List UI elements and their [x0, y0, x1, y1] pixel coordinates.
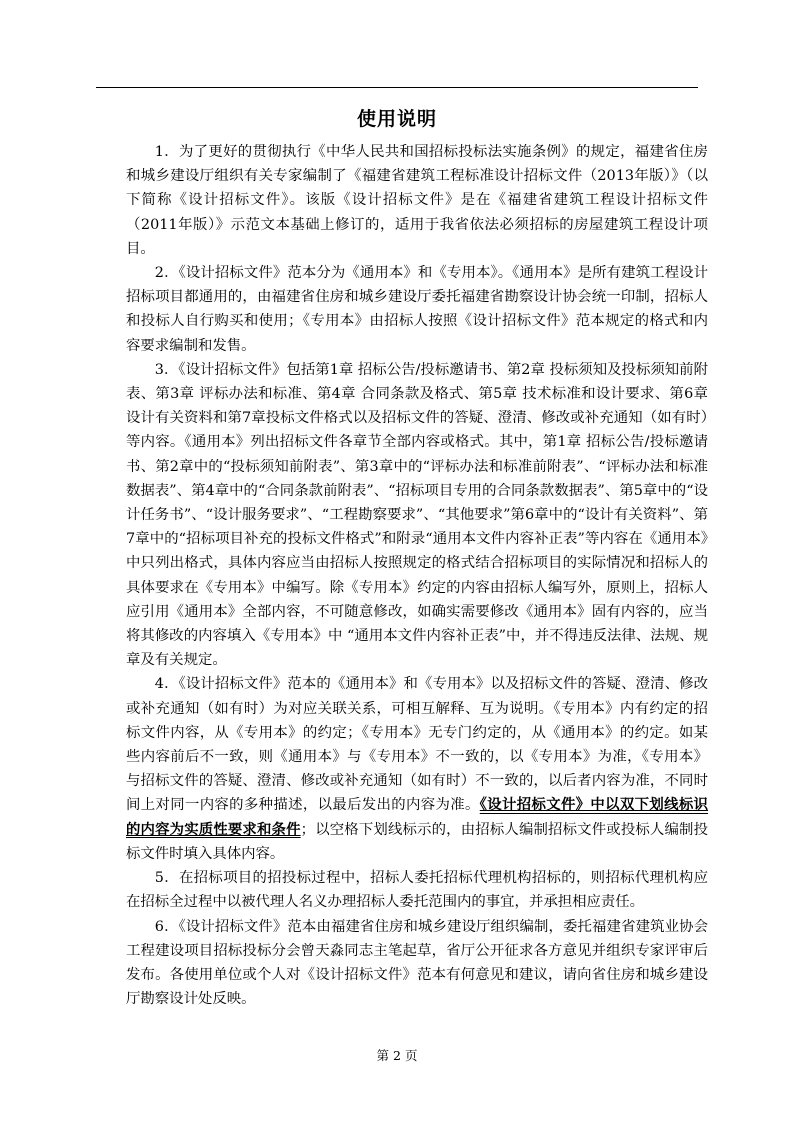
page-title: 使用说明	[356, 108, 437, 130]
page-number: 第 2 页	[376, 1048, 418, 1063]
paragraph-1: 1．为了更好的贯彻执行《中华人民共和国招标投标法实施条例》的规定，福建省住房和城乡建设厅组织有关专家编制了《福建省建筑工程标准设计招标文件（2013年版）》（以下简称《设计招标文件》。该版《设计招标文件》是在《福建省建筑工程设计招标文件（2011年版）》示范文本基础上修订的，适用于我省依法必须招标的房屋建筑工程设计项目。	[126, 144, 708, 257]
paragraph-3: 3．《设计招标文件》包括第1章 招标公告/投标邀请书、第2章 投标须知及投标须知前附表、第3章 评标办法和标准、第4章 合同条款及格式、第5章 技术标准和设计要求、第6章设计有关资料和第7章投标文件格式以及招标文件的答疑、澄清、修改或补充通知（如有时）等内容。《通用本》列出招标文件各章节全部内容或格式。其中，第1章 招标公告/投标邀请书、第2章中的“投标须知前附表”、第3章中的“评标办法和标准前附表”、“评标办法和标准数据表”、第4章中的“合同条款前附表”、“招标项目专用的合同条款数据表”、第5章中的“设计任务书”、“设计服务要求”、“工程勘察要求”、“其他要求”第6章中的“设计有关资料”、第7章中的“招标项目补充的投标文件格式”和附录“通用本文件内容补正表”等内容在《通用本》中只列出格式，具体内容应当由招标人按照规定的格式结合招标项目的实际情况和招标人的具体要求在《专用本》中编写。除《专用本》约定的内容由招标人编写外，原则上，招标人应引用《通用本》全部内容，不可随意修改，如确实需要修改《通用本》固有内容的，应当将其修改的内容填入《专用本》中 “通用本文件内容补正表”中，并不得违反法律、法规、规章及有关规定。	[126, 361, 708, 669]
paragraph-2: 2．《设计招标文件》范本分为《通用本》和《专用本》。《通用本》是所有建筑工程设计招标项目都通用的，由福建省住房和城乡建设厅委托福建省勘察设计协会统一印制，招标人和投标人自行购买和使用；《专用本》由招标人按照《设计招标文件》范本规定的格式和内容要求编制和发售。	[126, 265, 708, 354]
paragraph-4-text: 4．《设计招标文件》范本的《通用本》和《专用本》以及招标文件的答疑、澄清、修改或补充通知（如有时）为对应关联关系，可相互解释、互为说明。《专用本》内有约定的招标文件内容，从《专用本》的约定；《专用本》无专门约定的，从《通用本》的约定。如某些内容前后不一致，则《通用本》与《专用本》不一致的，以《专用本》为准，《专用本》与招标文件的答疑、澄清、修改或补充通知（如有时）不一致的，以后者内容为准，不同时间上对同一内容的多种描述，以最后发出的内容为准。	[126, 676, 708, 814]
paragraph-5: 5．在招标项目的招投标过程中，招标人委托招标代理机构招标的，则招标代理机构应在招标全过程中以被代理人名义办理招标人委托范围内的事宜，并承担相应责任。	[126, 870, 708, 911]
paragraph-4	[126, 672, 708, 866]
document-body	[126, 140, 708, 1011]
paragraph-6: 6．《设计招标文件》范本由福建省住房和城乡建设厅组织编制，委托福建省建筑业协会工程建设项目招标投标分会曾天淼同志主笔起草，省厅公开征求各方意见并组织专家评审后发布。各使用单位或个人对《设计招标文件》范本有何意见和建议，请向省住房和城乡建设厅勘察设计处反映。	[126, 918, 708, 1008]
paragraph-4-emphasis: 《设计招标文件》中以双下划线标识的内容为实质性要求和条件	[126, 796, 708, 838]
paragraph-4-tail: ；以空格下划线标示的，由招标人编制招标文件或投标人编制投标文件时填入具体内容。	[126, 821, 708, 862]
header-rule	[96, 87, 698, 88]
